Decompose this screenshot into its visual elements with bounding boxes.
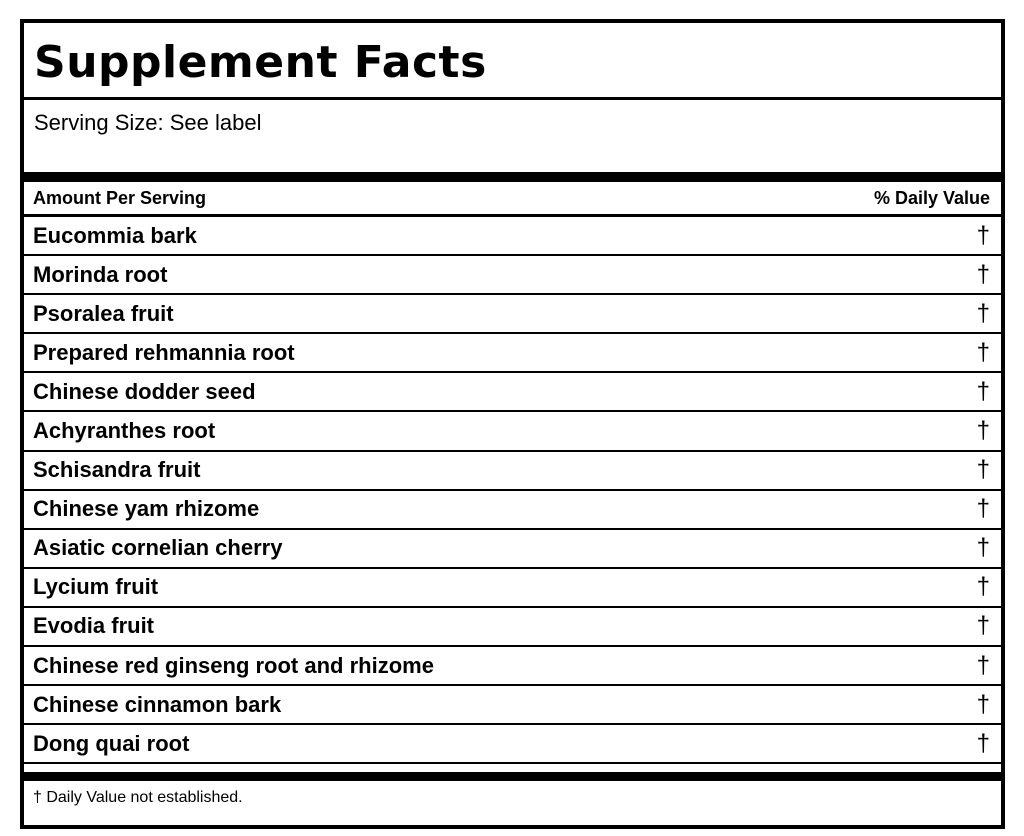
daily-value-dagger: † bbox=[976, 377, 990, 405]
ingredient-name: Morinda root bbox=[33, 261, 168, 287]
daily-value-dagger: † bbox=[976, 573, 990, 601]
ingredient-name: Chinese cinnamon bark bbox=[33, 691, 282, 717]
ingredient-name: Prepared rehmannia root bbox=[33, 339, 295, 365]
ingredient-name: Evodia fruit bbox=[33, 613, 155, 639]
daily-value-dagger: † bbox=[976, 690, 990, 718]
ingredient-row bbox=[24, 647, 1001, 686]
column-header-row bbox=[24, 182, 1001, 217]
thick-divider bbox=[24, 172, 1001, 182]
ingredient-name: Psoralea fruit bbox=[33, 300, 174, 326]
ingredient-row bbox=[24, 569, 1001, 608]
title-row bbox=[24, 23, 1001, 100]
daily-value-dagger: † bbox=[976, 612, 990, 640]
daily-value-header: % Daily Value bbox=[873, 187, 990, 208]
label-title: Supplement Facts bbox=[34, 37, 487, 88]
daily-value-dagger: † bbox=[976, 260, 990, 288]
ingredient-name: Eucommia bark bbox=[33, 222, 197, 248]
ingredient-row bbox=[24, 608, 1001, 647]
daily-value-dagger: † bbox=[976, 495, 990, 523]
daily-value-dagger: † bbox=[976, 221, 990, 249]
thick-divider-bottom bbox=[24, 772, 1001, 781]
ingredient-row bbox=[24, 412, 1001, 451]
ingredient-row bbox=[24, 725, 1001, 764]
daily-value-dagger: † bbox=[976, 456, 990, 484]
ingredient-name: Chinese red ginseng root and rhizome bbox=[33, 652, 434, 678]
ingredient-row bbox=[24, 373, 1001, 412]
daily-value-dagger: † bbox=[976, 534, 990, 562]
ingredient-row bbox=[24, 686, 1001, 725]
ingredient-name: Schisandra fruit bbox=[33, 457, 201, 483]
amount-per-serving-header: Amount Per Serving bbox=[33, 187, 207, 208]
ingredient-row bbox=[24, 491, 1001, 530]
serving-size: Serving Size: See label bbox=[34, 110, 262, 135]
ingredient-name: Chinese yam rhizome bbox=[33, 496, 260, 522]
daily-value-dagger: † bbox=[976, 651, 990, 679]
ingredient-list bbox=[24, 217, 1001, 764]
ingredient-row bbox=[24, 295, 1001, 334]
ingredient-row bbox=[24, 334, 1001, 373]
ingredient-name: Lycium fruit bbox=[33, 574, 159, 600]
row-spacer bbox=[24, 764, 1001, 772]
daily-value-dagger: † bbox=[976, 729, 990, 757]
ingredient-row bbox=[24, 452, 1001, 491]
supplement-facts-label bbox=[20, 19, 1005, 829]
daily-value-dagger: † bbox=[976, 417, 990, 445]
ingredient-name: Asiatic cornelian cherry bbox=[33, 535, 283, 561]
ingredient-name: Achyranthes root bbox=[33, 418, 216, 444]
ingredient-row bbox=[24, 530, 1001, 569]
ingredient-name: Chinese dodder seed bbox=[33, 378, 256, 404]
ingredient-name: Dong quai root bbox=[33, 730, 190, 756]
ingredient-row bbox=[24, 217, 1001, 256]
ingredient-row bbox=[24, 256, 1001, 295]
daily-value-dagger: † bbox=[976, 299, 990, 327]
footnote: † Daily Value not established. bbox=[33, 789, 243, 807]
daily-value-dagger: † bbox=[976, 338, 990, 366]
